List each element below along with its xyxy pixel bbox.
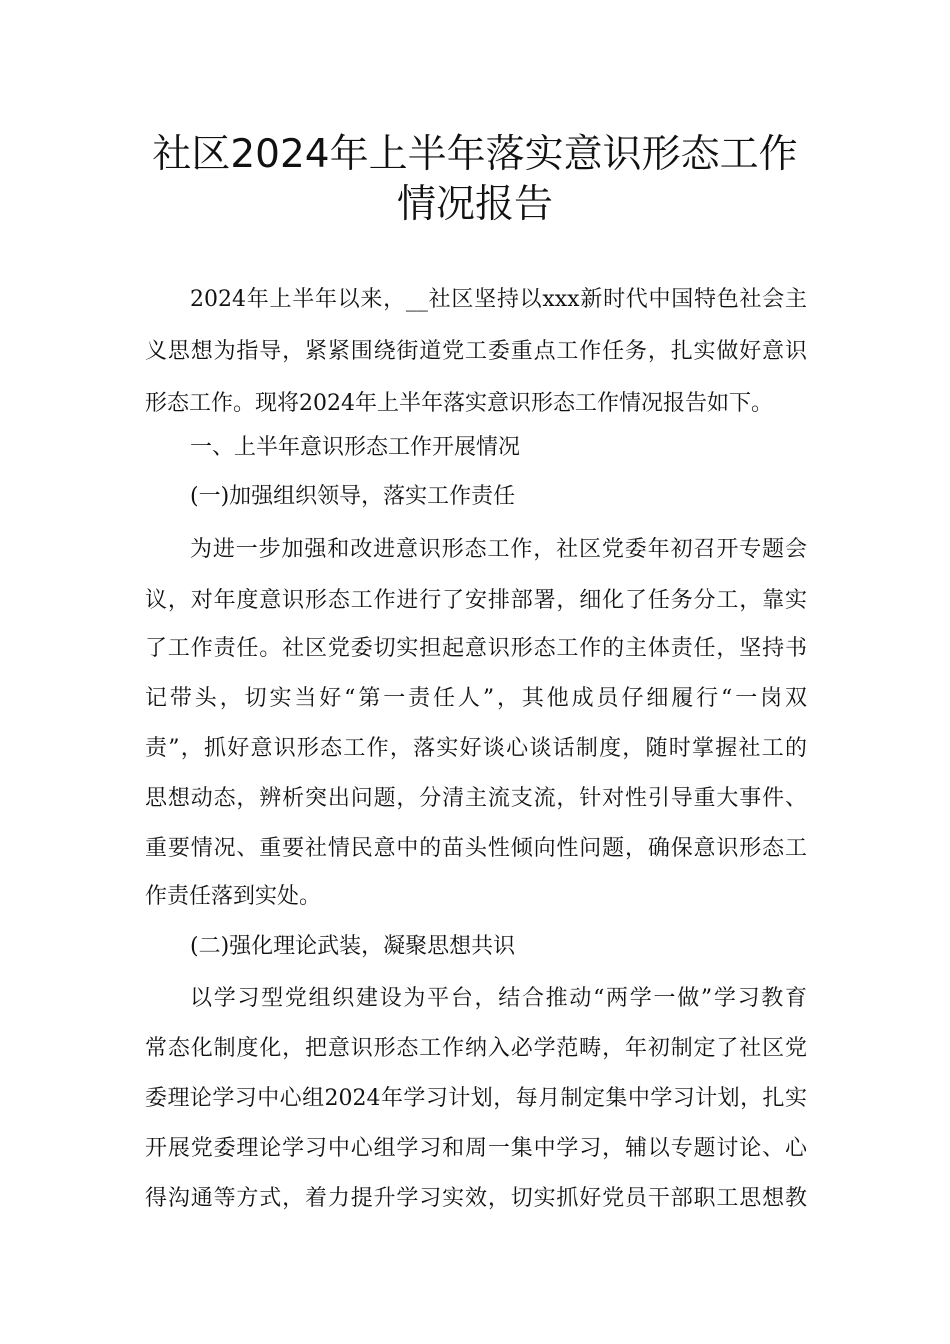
paragraph-1-line-4: 记带头，切实当好“第一责任人”，其他成员仔细履行“一岗双 [145, 686, 807, 711]
paragraph-1-line-7: 重要情况、重要社情民意中的苗头性倾向性问题，确保意识形态工 [145, 836, 807, 861]
paragraph-2-line-2: 常态化制度化，把意识形态工作纳入必学范畴，年初制定了社区党 [145, 1036, 807, 1061]
paragraph-intro-line-2: 义思想为指导，紧紧围绕街道党工委重点工作任务，扎实做好意识 [145, 339, 807, 364]
paragraph-1-line-6: 思想动态，辨析突出问题，分清主流支流，针对性引导重大事件、 [145, 786, 807, 811]
document-title-line-1: 社区2024年上半年落实意识形态工作 [152, 132, 798, 177]
section-heading-1: 一、上半年意识形态工作开展情况 [190, 435, 521, 460]
paragraph-1-line-8: 作责任落到实处。 [145, 884, 322, 909]
paragraph-1-line-2: 议，对年度意识形态工作进行了安排部署，细化了任务分工，靠实 [145, 588, 807, 613]
paragraph-2-line-5: 得沟通等方式，着力提升学习实效，切实抓好党员干部职工思想教 [145, 1186, 807, 1211]
document-title-line-2: 情况报告 [396, 182, 553, 227]
paragraph-1-line-5: 责”，抓好意识形态工作，落实好谈心谈话制度，随时掌握社工的 [145, 736, 807, 761]
paragraph-2-line-4: 开展党委理论学习中心组学习和周一集中学习，辅以专题讨论、心 [145, 1136, 807, 1161]
paragraph-1-line-1: 为进一步加强和改进意识形态工作，社区党委年初召开专题会 [190, 537, 807, 562]
paragraph-1-line-3: 了工作责任。社区党委切实担起意识形态工作的主体责任，坚持书 [145, 636, 807, 661]
subsection-heading-2: (二)强化理论武装，凝聚思想共识 [190, 934, 516, 959]
paragraph-2-line-3: 委理论学习中心组2024年学习计划，每月制定集中学习计划，扎实 [145, 1086, 807, 1111]
paragraph-intro-line-3: 形态工作。现将2024年上半年落实意识形态工作情况报告如下。 [145, 391, 773, 416]
paragraph-intro-line-1: 2024年上半年以来，__社区坚持以xxx新时代中国特色社会主 [190, 287, 807, 312]
paragraph-2-line-1: 以学习型党组织建设为平台，结合推动“两学一做”学习教育 [190, 986, 807, 1011]
subsection-heading-1: (一)加强组织领导，落实工作责任 [190, 484, 516, 509]
